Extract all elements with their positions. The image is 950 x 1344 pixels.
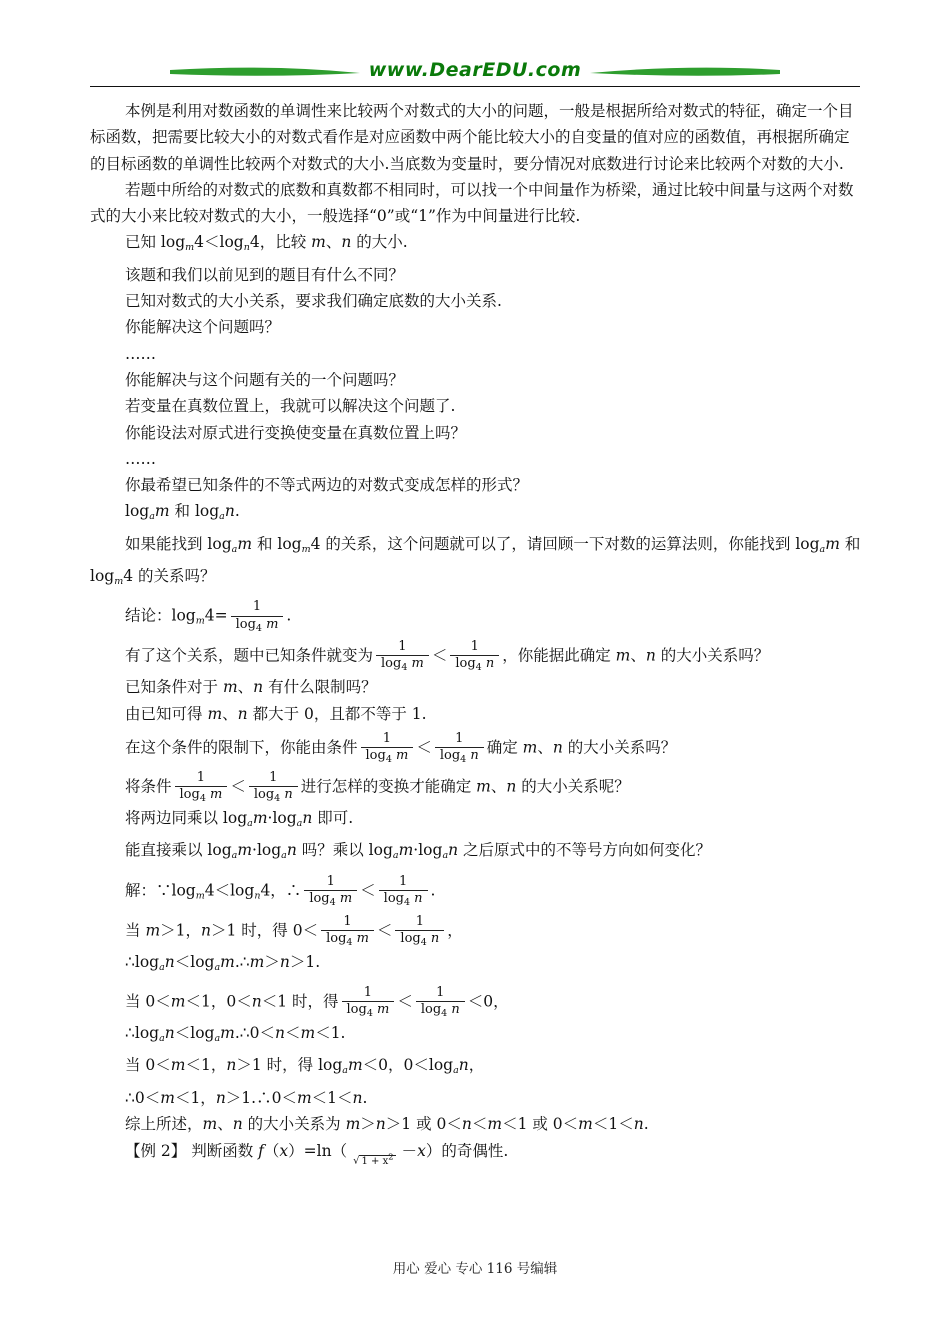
fraction: $\frac{1}{\log_4 n}$: [379, 874, 428, 909]
line-answer-5: $\log_am$ 和 $\log_an$.: [125, 502, 240, 523]
case-3-line: 当 0＜m＜1，n＞1 时，得 $\log_am<0$，$0<\log_an$，: [125, 1056, 485, 1077]
line-multiply: 将两边同乘以 $\log_am\cdot\log_an$ 即可.: [125, 809, 354, 830]
fraction: $\frac{1}{\log_4 m}$: [342, 985, 395, 1020]
line-question-3: 你能解决与这个问题有关的一个问题吗？: [125, 370, 405, 389]
problem-statement: 已知 $\log_m4<\log_n4$，比较 m、n 的大小.: [125, 233, 408, 254]
paragraph-2: 若题中所给的对数式的底数和真数都不相同时，可以找一个中间量作为桥梁，通过比较中间量与这两个对数式的大小来比较对数式的大小，一般选择“0”或“1”作为中间量进行比较.: [90, 180, 854, 226]
document-body: [90, 98, 862, 1168]
page-footer: 用心 爱心 专心 116 号编辑: [392, 1261, 558, 1277]
paragraph-relation: 如果能找到 $\log_am$ 和 $\log_m4$ 的关系，这个问题就可以了，请回顾一下对数的运算法则，你能找到 $\log_am$ 和 $\log_m4$ 的关系吗？: [90, 534, 861, 588]
case-1-line: 当 m＞1，n＞1 时，得 0＜ $\frac{1}{\log_4 m}$ ＜ $\frac{1}{\log_4 n}$ ，: [125, 913, 463, 948]
logo-text: www.DearEDU.com: [368, 59, 582, 81]
fraction: $\frac{1}{\log_4 n}$: [450, 639, 499, 674]
conclusion-line: 结论：$\log_m4=$ $\frac{1}{\log_4 m}$ .: [125, 599, 292, 634]
line-question-4: 你能设法对原式进行变换使变量在真数位置上吗？: [125, 423, 467, 442]
solution-line: 解：$\because\log_m4<\log_n4$，∴ $\frac{1}{\log_4 m}$ ＜ $\frac{1}{\log_4 n}$ .: [125, 873, 436, 909]
condition-transform-line: 有了这个关系，题中已知条件就变为 $\frac{1}{\log_4 m}$ ＜ $\frac{1}{\log_4 n}$ ，你能据此确定 m、n 的大小关系吗？: [125, 639, 770, 674]
line-direction-question: 能直接乘以 $\log_am\cdot\log_an$ 吗？乘以 $\log_am\cdot\log_an$ 之后原式中的不等号方向如何变化？: [125, 841, 712, 862]
line-question-1: 该题和我们以前见到的题目有什么不同？: [125, 265, 405, 284]
header-rule: [90, 86, 860, 87]
fraction: $\frac{1}{\log_4 n}$: [435, 731, 484, 766]
fraction: $\frac{1}{\log_4 m}$: [321, 914, 374, 949]
line-transform-question: 将条件 $\frac{1}{\log_4 m}$ ＜ $\frac{1}{\log_4 n}$ 进行怎样的变换才能确定 m、n 的大小关系呢？: [125, 770, 630, 805]
fraction: $\frac{1}{\log_4 m}$: [175, 770, 228, 805]
fraction: $\frac{1}{\log_4 m}$: [304, 874, 357, 909]
result-1-line: $\therefore\log_an<\log_am.\therefore m>n>1$.: [125, 952, 321, 973]
fraction: $\frac{1}{\log_4 m}$: [376, 639, 429, 674]
fraction: $\frac{1}{\log_4 m}$: [231, 599, 284, 634]
fraction: $\frac{1}{\log_4 n}$: [249, 770, 298, 805]
line-restriction-question: 已知条件对于 m、n 有什么限制吗？: [125, 678, 377, 697]
ellipsis-1: ……: [125, 344, 156, 363]
example-2-line: 【例 2】 判断函数 f（x）=ln（√ $1 + x^2 -x$）的奇偶性.: [90, 1137, 862, 1167]
sqrt-expression: √ $1 + x^2$: [353, 1151, 394, 1167]
result-2-line: $\therefore\log_an<\log_am.\therefore 0<n<m<1$.: [125, 1024, 346, 1045]
line-question-2: 你能解决这个问题吗？: [125, 318, 281, 337]
fraction: $\frac{1}{\log_4 n}$: [395, 914, 444, 949]
line-determine-question: 在这个条件的限制下，你能由条件 $\frac{1}{\log_4 m}$ ＜ $\frac{1}{\log_4 n}$ 确定 m、n 的大小关系吗？: [125, 730, 677, 766]
fraction: $\frac{1}{\log_4 n}$: [416, 985, 465, 1020]
result-3-line: ∴0＜m＜1，n＞1.∴0＜m＜1＜n.: [125, 1088, 368, 1107]
case-2-line: 当 0＜m＜1，0＜n＜1 时，得 $\frac{1}{\log_4 m}$ ＜ $\frac{1}{\log_4 n}$ ＜0，: [125, 985, 509, 1020]
line-answer-1: 已知对数式的大小关系，要求我们确定底数的大小关系.: [125, 292, 502, 311]
page-header: [90, 58, 860, 90]
paragraph-1: 本例是利用对数函数的单调性来比较两个对数式的大小的问题，一般是根据所给对数式的特征，确定一个目标函数，把需要比较大小的对数式看作是对应函数中两个能比较大小的自变量的值对应的函数值，再根据所确定的目标函数的单调性比较两个对数式的大小.当底数为变量时，要分情况对底数进行讨论来比较两个对数的大小.: [90, 102, 854, 173]
ellipsis-2: ……: [125, 449, 156, 468]
line-answer-3: 若变量在真数位置上，我就可以解决这个问题了.: [125, 397, 456, 416]
line-question-5: 你最希望已知条件的不等式两边的对数式变成怎样的形式？: [125, 476, 529, 495]
fraction: $\frac{1}{\log_4 m}$: [361, 731, 414, 766]
summary-line: 综上所述，m、n 的大小关系为 m＞n＞1 或 0＜n＜m＜1 或 0＜m＜1＜n.: [125, 1115, 649, 1134]
line-restriction-answer: 由已知可得 m、n 都大于 0，且都不等于 1.: [125, 704, 427, 723]
